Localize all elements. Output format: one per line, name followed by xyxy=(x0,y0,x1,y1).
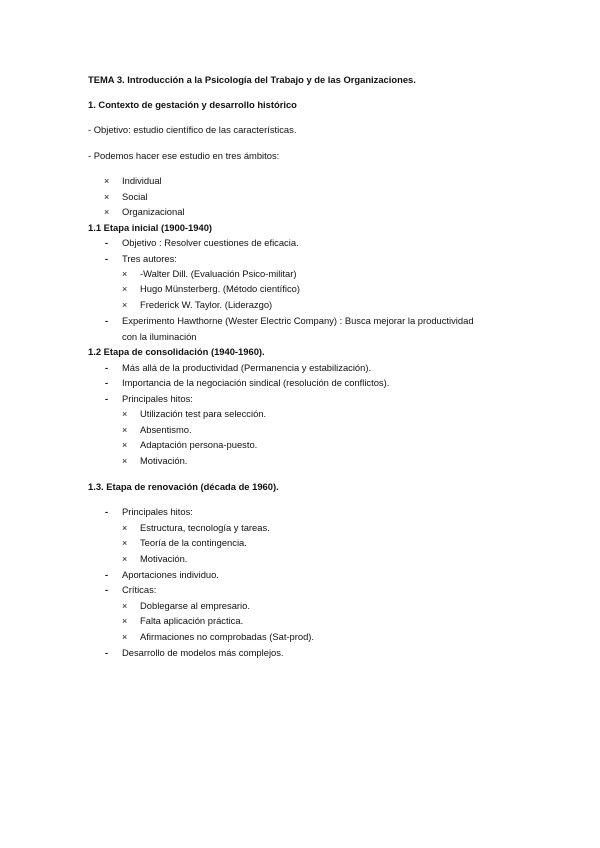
section-1-intro: - Podemos hacer ese estudio en tres ámbitos: xyxy=(88,150,280,161)
cross-bullet-icon: × xyxy=(122,269,128,279)
consolidation-item: Principales hitos: xyxy=(122,393,193,404)
dash-bullet-icon: - xyxy=(105,569,109,580)
dash-bullet-icon: - xyxy=(105,393,109,404)
renovation-milestone-item: Estructura, tecnología y tareas. xyxy=(140,522,270,533)
author-item: Frederick W. Taylor. (Liderazgo) xyxy=(140,299,273,310)
dash-bullet-icon: - xyxy=(105,237,109,248)
dash-bullet-icon: - xyxy=(105,506,109,517)
cross-bullet-icon: × xyxy=(122,300,128,310)
author-item: Hugo Münsterberg. (Método científico) xyxy=(140,283,300,294)
cross-bullet-icon: × xyxy=(122,601,128,611)
final-item: Desarrollo de modelos más complejos. xyxy=(122,647,284,658)
milestone-item: Utilización test para selección. xyxy=(140,408,267,419)
document-title: TEMA 3. Introducción a la Psicología del Trabajo y de las Organizaciones. xyxy=(88,74,416,85)
criticism-item: Afirmaciones no comprobadas (Sat-prod). xyxy=(140,631,315,642)
area-item: Individual xyxy=(122,175,162,186)
cross-bullet-icon: × xyxy=(104,192,110,202)
milestone-item: Adaptación persona-puesto. xyxy=(140,439,258,450)
author-item: -Walter Dill. (Evaluación Psico-militar) xyxy=(140,268,297,279)
cross-bullet-icon: × xyxy=(122,425,128,435)
dash-bullet-icon: - xyxy=(105,362,109,373)
milestone-item: Absentismo. xyxy=(140,424,192,435)
authors-label: Tres autores: xyxy=(122,253,177,264)
renovation-milestones-label: Principales hitos: xyxy=(122,506,193,517)
dash-bullet-icon: - xyxy=(105,315,109,326)
contributions-item: Aportaciones individuo. xyxy=(122,569,219,580)
cross-bullet-icon: × xyxy=(104,207,110,217)
dash-bullet-icon: - xyxy=(105,377,109,388)
cross-bullet-icon: × xyxy=(122,632,128,642)
hawthorne-experiment-line-1: Experimento Hawthorne (Wester Electric Company) : Busca mejorar la productividad xyxy=(122,315,474,326)
area-item: Organizacional xyxy=(122,206,185,217)
renovation-milestone-item: Motivación. xyxy=(140,553,188,564)
consolidation-item: Importancia de la negociación sindical (resolución de conflictos). xyxy=(122,377,390,388)
section-1-2-heading: 1.2 Etapa de consolidación (1940-1960). xyxy=(88,346,265,357)
hawthorne-experiment-line-2: con la iluminación xyxy=(122,331,197,342)
criticism-item: Doblegarse al empresario. xyxy=(140,600,250,611)
cross-bullet-icon: × xyxy=(122,284,128,294)
cross-bullet-icon: × xyxy=(122,440,128,450)
cross-bullet-icon: × xyxy=(122,616,128,626)
area-item: Social xyxy=(122,191,148,202)
section-1-heading: 1. Contexto de gestación y desarrollo histórico xyxy=(88,99,297,110)
milestone-item: Motivación. xyxy=(140,455,188,466)
cross-bullet-icon: × xyxy=(122,523,128,533)
dash-bullet-icon: - xyxy=(105,647,109,658)
cross-bullet-icon: × xyxy=(122,554,128,564)
section-1-objective: - Objetivo: estudio científico de las características. xyxy=(88,124,297,135)
cross-bullet-icon: × xyxy=(122,409,128,419)
renovation-milestone-item: Teoría de la contingencia. xyxy=(140,537,247,548)
section-1-3-heading: 1.3. Etapa de renovación (década de 1960). xyxy=(88,481,279,492)
consolidation-item: Más allá de la productividad (Permanencia y estabilización). xyxy=(122,362,372,373)
cross-bullet-icon: × xyxy=(104,176,110,186)
criticism-label: Críticas: xyxy=(122,584,157,595)
dash-bullet-icon: - xyxy=(105,584,109,595)
section-1-1-objective: Objetivo : Resolver cuestiones de eficacia. xyxy=(122,237,299,248)
dash-bullet-icon: - xyxy=(105,253,109,264)
criticism-item: Falta aplicación práctica. xyxy=(140,615,244,626)
cross-bullet-icon: × xyxy=(122,456,128,466)
section-1-1-heading: 1.1 Etapa inicial (1900-1940) xyxy=(88,222,213,233)
cross-bullet-icon: × xyxy=(122,538,128,548)
